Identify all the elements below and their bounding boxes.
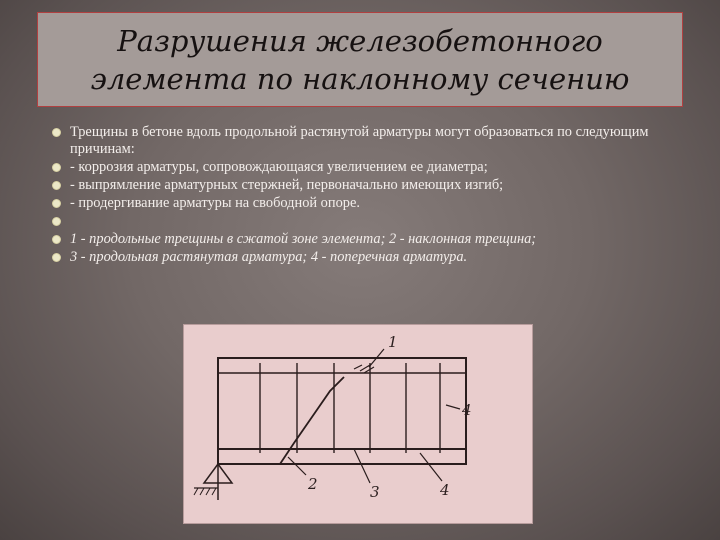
- bullet-icon: [52, 217, 61, 226]
- figure-label: 4: [462, 401, 472, 419]
- bullet-text: - продергивание арматуры на свободной опоре.: [70, 195, 360, 211]
- bullet-text: - выпрямление арматурных стержней, первоначально имеющих изгиб;: [70, 177, 504, 193]
- leader-line-4-bottom: [420, 453, 442, 481]
- bullet-icon: [52, 235, 61, 244]
- bullet-item: [52, 195, 702, 212]
- leader-line-2: [288, 457, 306, 475]
- bullet-item: [52, 177, 702, 194]
- bullet-item-empty: [52, 213, 702, 230]
- beam-diagram-drawing: [184, 325, 534, 525]
- bullet-icon: [52, 181, 61, 190]
- slide-title-box: [37, 12, 683, 107]
- bullet-icon: [52, 199, 61, 208]
- bullet-text: - коррозия арматуры, сопровождающаяся увеличением ее диаметра;: [70, 159, 488, 175]
- bullet-text: 3 - продольная растянутая арматура; 4 - поперечная арматура.: [70, 249, 468, 265]
- figure-label: 1: [388, 333, 398, 351]
- leader-line-3: [354, 449, 370, 483]
- ground-hatch: [194, 488, 216, 495]
- bullet-text: 1 - продольные трещины в сжатой зоне элемента; 2 - наклонная трещина;: [70, 231, 537, 247]
- bullet-item: [52, 159, 702, 176]
- bullet-text: Трещины в бетоне вдоль продольной растянутой арматуры могут образоваться по следующим причинам:: [70, 124, 649, 157]
- leader-line-4-side: [446, 405, 460, 409]
- bullet-icon: [52, 253, 61, 262]
- bullet-item: [52, 124, 702, 158]
- bullet-icon: [52, 163, 61, 172]
- longitudinal-crack: [354, 365, 374, 373]
- bullet-item: [52, 249, 702, 266]
- beam-diagram: [183, 324, 533, 524]
- slide-title-line-2: элемента по наклонному сечению: [90, 61, 630, 96]
- bullet-icon: [52, 128, 61, 137]
- bullet-list: [52, 124, 702, 267]
- figure-label: 3: [370, 483, 380, 501]
- figure-label: 2: [308, 475, 318, 493]
- figure-label: 4: [440, 481, 450, 499]
- slide-title-line-1: Разрушения железобетонного: [117, 23, 603, 58]
- bullet-item: [52, 231, 702, 248]
